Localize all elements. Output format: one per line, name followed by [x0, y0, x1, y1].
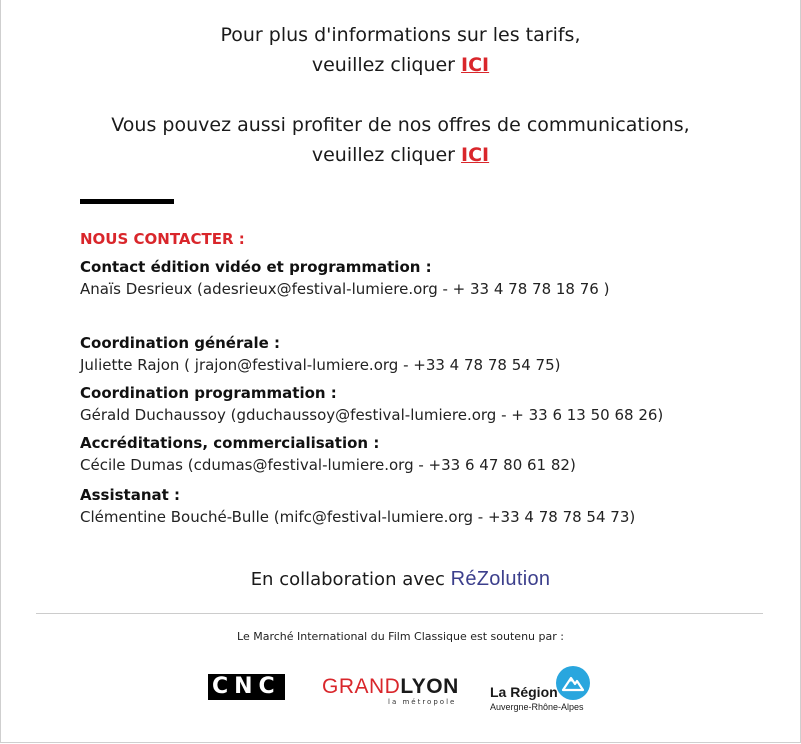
- contact-entry: [80, 256, 780, 300]
- contact-person: Clémentine Bouché-Bulle (mifc@festival-lumiere.org - +33 4 78 78 54 73): [80, 508, 636, 526]
- communications-ici-link[interactable]: ICI: [461, 144, 490, 166]
- region-logo[interactable]: [490, 664, 600, 716]
- pricing-cta-text: veuillez cliquer: [311, 54, 462, 76]
- support-text: Le Marché International du Film Classique est soutenu par :: [237, 630, 564, 643]
- communications-text: Vous pouvez aussi profiter de nos offres de communications,: [111, 114, 690, 136]
- section-rule: [80, 199, 174, 204]
- contact-role: Accréditations, commercialisation :: [80, 434, 380, 452]
- contact-person: Juliette Rajon ( jrajon@festival-lumiere.org - +33 4 78 78 54 75): [80, 356, 561, 374]
- grandlyon-logo[interactable]: [322, 676, 462, 707]
- contact-title: NOUS CONTACTER :: [80, 230, 245, 248]
- contact-entry: [80, 382, 780, 426]
- contact-entry: [80, 484, 780, 528]
- region-name: La Région: [490, 684, 558, 700]
- sponsor-logos: [0, 660, 801, 720]
- region-mountain-icon: [556, 666, 590, 700]
- pricing-text: Pour plus d'informations sur les tarifs,: [220, 24, 581, 46]
- grandlyon-grand: GRAND: [322, 675, 401, 698]
- contact-person: Cécile Dumas (cdumas@festival-lumiere.org - +33 6 47 80 61 82): [80, 456, 576, 474]
- pricing-ici-link[interactable]: ICI: [461, 54, 490, 76]
- contact-entry: [80, 332, 780, 376]
- contact-role: Assistanat :: [80, 486, 181, 504]
- communications-block: [0, 110, 801, 170]
- contact-role: Coordination programmation :: [80, 384, 337, 402]
- grandlyon-wordmark: [322, 676, 462, 698]
- communications-cta-text: veuillez cliquer: [311, 144, 462, 166]
- cnc-logo[interactable]: CNC: [208, 674, 285, 700]
- region-subtitle: Auvergne-Rhône-Alpes: [490, 702, 584, 712]
- contact-person: Anaïs Desrieux (adesrieux@festival-lumiere.org - + 33 4 78 78 18 76 ): [80, 280, 610, 298]
- footer-divider: [36, 613, 763, 614]
- collaboration-text: En collaboration avec: [250, 569, 451, 590]
- pricing-cta-line: [0, 50, 801, 80]
- contact-person: Gérald Duchaussoy (gduchaussoy@festival-lumiere.org - + 33 6 13 50 68 26): [80, 406, 664, 424]
- grandlyon-subtitle: la métropole: [388, 698, 457, 706]
- contact-role: Coordination générale :: [80, 334, 281, 352]
- contact-role: Contact édition vidéo et programmation :: [80, 258, 432, 276]
- pricing-block: [0, 20, 801, 80]
- communications-cta-line: [0, 140, 801, 170]
- rezolution-logo[interactable]: RéZolution: [450, 568, 551, 590]
- collaboration-line: [0, 566, 801, 593]
- grandlyon-lyon: LYON: [400, 675, 459, 698]
- contact-entry: [80, 432, 780, 476]
